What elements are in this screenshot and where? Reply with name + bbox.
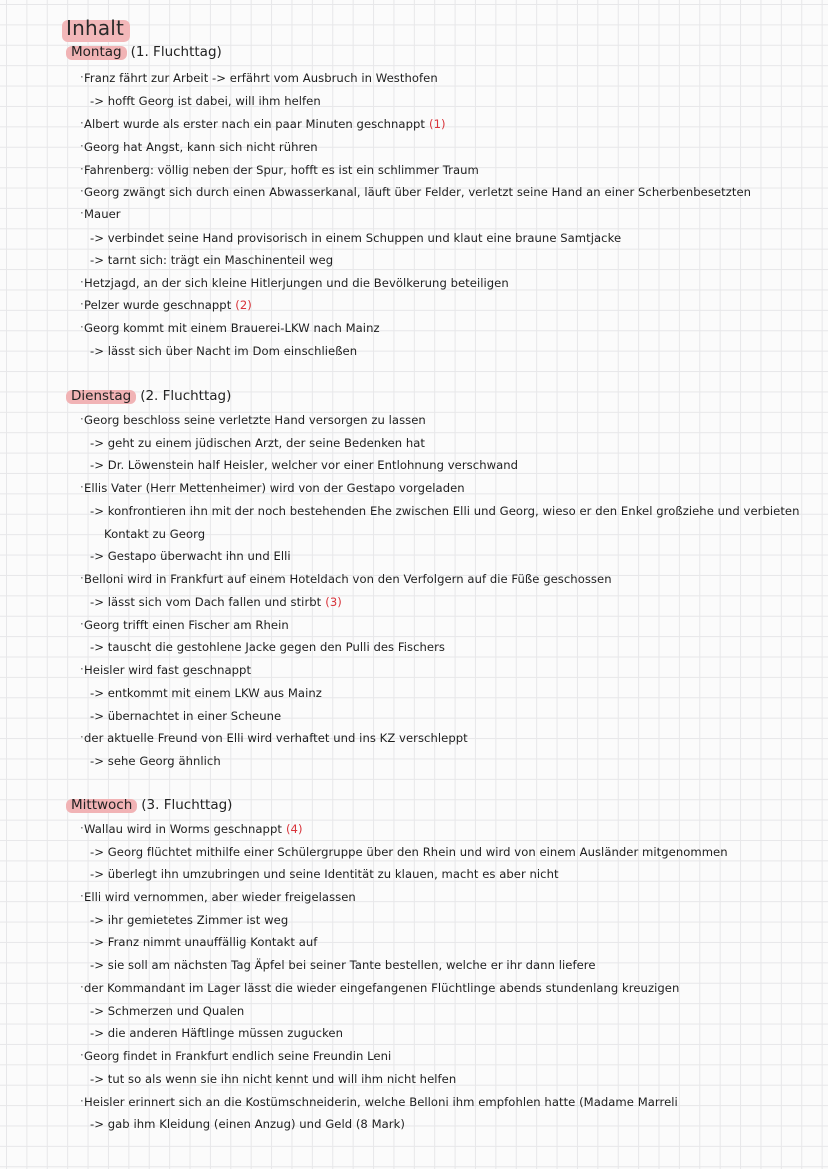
section-header-dienstag (68, 388, 231, 404)
note-line: -> Schmerzen und Qualen (90, 1004, 245, 1018)
note-line: · Hetzjagd, an der sich kleine Hitlerjungen und die Bevölkerung beteiligen (84, 276, 509, 290)
note-line: -> hofft Georg ist dabei, will ihm helfen (90, 94, 321, 108)
note-line: -> Georg flüchtet mithilfe einer Schülergruppe über den Rhein und wird von einem Ausländer mitgenommen (90, 845, 728, 859)
day-tag: Mittwoch (68, 797, 135, 813)
section-header-mittwoch (68, 797, 232, 813)
note-line: · Ellis Vater (Herr Mettenheimer) wird von der Gestapo vorgeladen (84, 481, 465, 495)
note-line: -> verbindet seine Hand provisorisch in einem Schuppen und klaut eine braune Samtjacke (90, 231, 622, 245)
day-subtitle: (2. Fluchttag) (140, 388, 232, 404)
note-line: -> tut so als wenn sie ihn nicht kennt und will ihm nicht helfen (90, 1072, 457, 1086)
section-header-montag (68, 44, 222, 60)
note-line: · Pelzer wurde geschnappt (2) (84, 298, 252, 312)
note-line: · der Kommandant im Lager lässt die wieder eingefangenen Flüchtlinge abends stundenlang kreuzigen (84, 981, 679, 995)
note-line: · Heisler erinnert sich an die Kostümschneiderin, welche Belloni ihm empfohlen hatte (Madame Marreli (84, 1095, 678, 1109)
note-line: · Albert wurde als erster nach ein paar Minuten geschnappt (1) (84, 117, 446, 131)
event-number: (3) (325, 595, 342, 609)
note-line: · Georg zwängt sich durch einen Abwasserkanal, läuft über Felder, verletzt seine Hand an einer Scherbenbesetzten (84, 185, 751, 199)
note-line: · Belloni wird in Frankfurt auf einem Hoteldach von den Verfolgern auf die Füße geschossen (84, 572, 612, 586)
note-line: -> tarnt sich: trägt ein Maschinenteil weg (90, 253, 334, 267)
note-line: -> entkommt mit einem LKW aus Mainz (90, 686, 322, 700)
note-line: · Mauer (84, 207, 121, 221)
note-line: -> lässt sich über Nacht im Dom einschließen (90, 344, 358, 358)
day-subtitle: (1. Fluchttag) (130, 44, 222, 60)
event-number: (4) (285, 822, 303, 836)
note-line: · Wallau wird in Worms geschnappt (4) (84, 822, 303, 836)
note-line: · Fahrenberg: völlig neben der Spur, hofft es ist ein schlimmer Traum (84, 163, 479, 177)
event-number: (2) (235, 298, 252, 312)
note-line: · der aktuelle Freund von Elli wird verhaftet und ins KZ verschleppt (84, 731, 468, 745)
note-line: -> geht zu einem jüdischen Arzt, der seine Bedenken hat (90, 436, 426, 450)
note-line: -> gab ihm Kleidung (einen Anzug) und Geld (8 Mark) (90, 1117, 405, 1131)
note-line: · Franz fährt zur Arbeit -> erfährt vom Ausbruch in Westhofen (84, 71, 438, 85)
note-line: -> übernachtet in einer Scheune (90, 709, 282, 723)
note-line: -> sie soll am nächsten Tag Äpfel bei seiner Tante bestellen, welche er ihr dann liefere (90, 958, 596, 972)
note-line: -> tauscht die gestohlene Jacke gegen den Pulli des Fischers (90, 640, 446, 654)
day-tag: Montag (68, 44, 125, 60)
note-line: -> Franz nimmt unauffällig Kontakt auf (90, 935, 318, 949)
note-line: -> die anderen Häftlinge müssen zugucken (90, 1026, 344, 1040)
note-line: · Georg findet in Frankfurt endlich seine Freundin Leni (84, 1049, 391, 1063)
note-line: · Elli wird vernommen, aber wieder freigelassen (84, 890, 356, 904)
event-number: (1) (429, 117, 446, 131)
note-line: -> Dr. Löwenstein half Heisler, welcher vor einer Entlohnung verschwand (90, 458, 519, 472)
note-line: · Georg hat Angst, kann sich nicht rühren (84, 140, 318, 154)
note-line: -> sehe Georg ähnlich (90, 754, 221, 768)
note-line: · Georg trifft einen Fischer am Rhein (84, 618, 289, 632)
page-title: Inhalt (66, 16, 124, 40)
day-subtitle: (3. Fluchttag) (141, 797, 233, 813)
day-tag: Dienstag (68, 388, 134, 404)
note-line: -> konfrontieren ihn mit der noch bestehenden Ehe zwischen Elli und Georg, wieso er den Enkel großziehe und verbieten (90, 504, 800, 518)
note-line: -> überlegt ihn umzubringen und seine Identität zu klauen, macht es aber nicht (90, 867, 559, 881)
note-line: -> lässt sich vom Dach fallen und stirbt (3) (90, 595, 342, 609)
note-line: -> Gestapo überwacht ihn und Elli (90, 549, 291, 563)
note-line: Kontakt zu Georg (104, 527, 206, 541)
note-line: · Georg beschloss seine verletzte Hand versorgen zu lassen (84, 413, 426, 427)
note-line: -> ihr gemietetes Zimmer ist weg (90, 913, 289, 927)
note-line: · Georg kommt mit einem Brauerei-LKW nach Mainz (84, 321, 380, 335)
note-line: · Heisler wird fast geschnappt (84, 663, 251, 677)
